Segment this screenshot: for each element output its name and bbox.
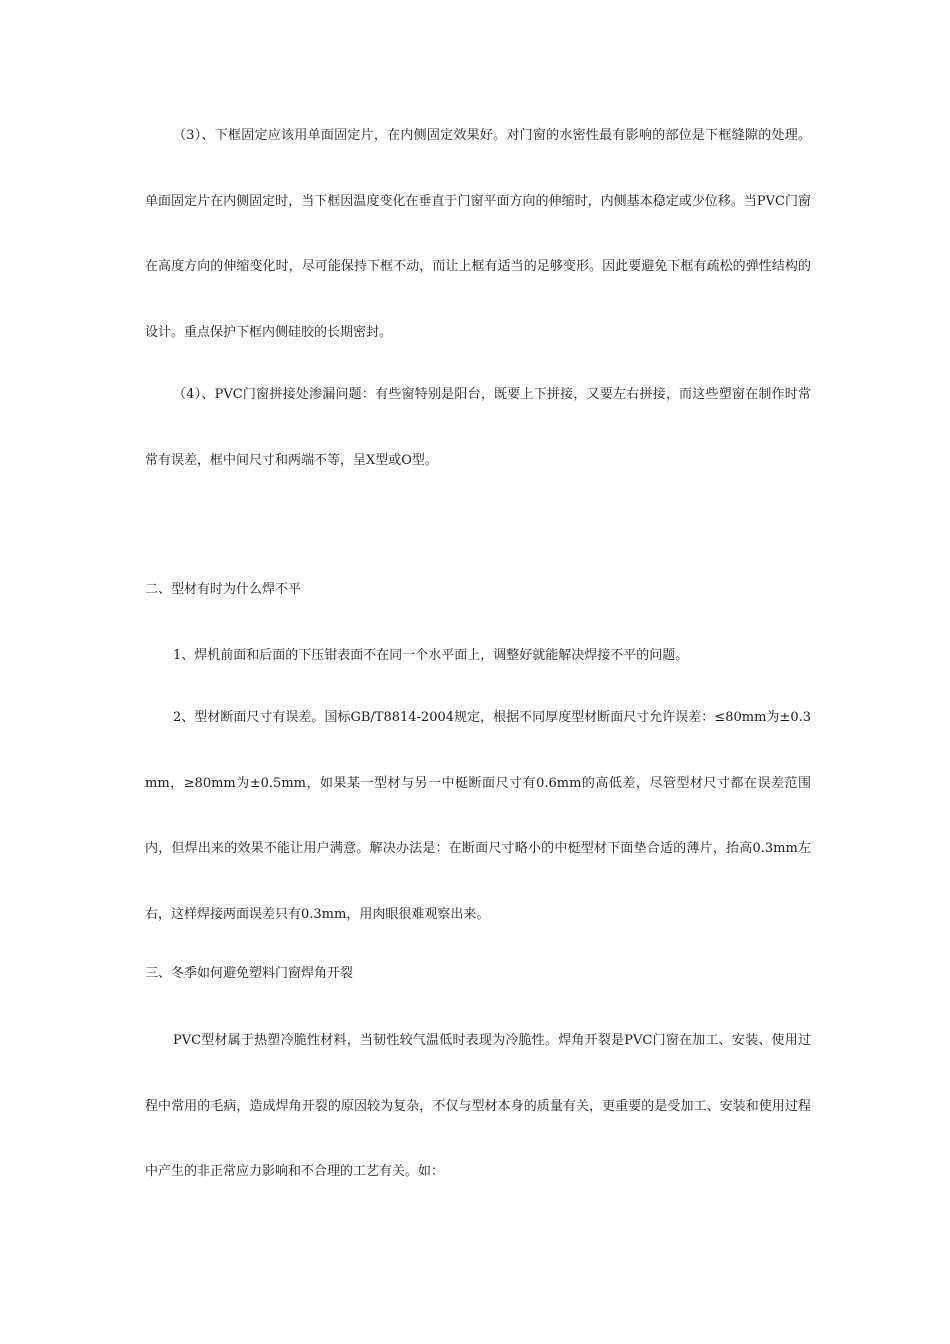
paragraph-welding-clamp: 1、焊机前面和后面的下压钳表面不在同一个水平面上，调整好就能解决焊接不平的问题。 <box>173 648 689 663</box>
section-heading-winter-cracking: 三、冬季如何避免塑料门窗焊角开裂 <box>145 966 354 981</box>
paragraph-joint-leakage: （4）、PVC门窗拼接处渗漏问题：有些窗特别是阳台，既要上下拼接，又要左右拼接，而这些塑窗在制作时常常有误差，框中间尺寸和两端不等，呈X型或O型。 <box>145 387 811 468</box>
section-heading-welding-uneven: 二、型材有时为什么焊不平 <box>145 582 302 597</box>
paragraph-pvc-brittleness: PVC型材属于热塑冷脆性材料，当韧性较气温低时表现为冷脆性。焊角开裂是PVC门窗在加工、安装、使用过程中常用的毛病，造成焊角开裂的原因较为复杂，不仅与型材本身的质量有关，更重要的是受加工、安装和使用过程中产生的非正常应力影响和不合理的工艺有关。如： <box>145 1033 811 1179</box>
paragraph-lower-frame-fixing: （3）、下框固定应该用单面固定片，在内侧固定效果好。对门窗的水密性最有影响的部位是下框缝隙的处理。单面固定片在内侧固定时，当下框因温度变化在垂直于门窗平面方向的伸缩时，内侧基本稳定或少位移。当PVC门窗在高度方向的伸缩变化时，尽可能保持下框不动，而让上框有适当的足够变形。因此要避免下框有疏松的弹性结构的设计。重点保护下框内侧硅胶的长期密封。 <box>145 128 811 340</box>
paragraph-profile-tolerance: 2、型材断面尺寸有误差。国标GB/T8814-2004规定，根据不同厚度型材断面尺寸允许误差：≤80mm为±0.3mm，≥80mm为±0.5mm，如果某一型材与另一中梃断面尺寸有0.6mm的高低差，尽管型材尺寸都在误差范围内，但焊出来的效果不能让用户满意。解决办法是：在断面尺寸略小的中梃型材下面垫合适的薄片，抬高0.3mm左右，这样焊接两面误差只有0.3mm，用肉眼很难观察出来。 <box>145 710 811 922</box>
